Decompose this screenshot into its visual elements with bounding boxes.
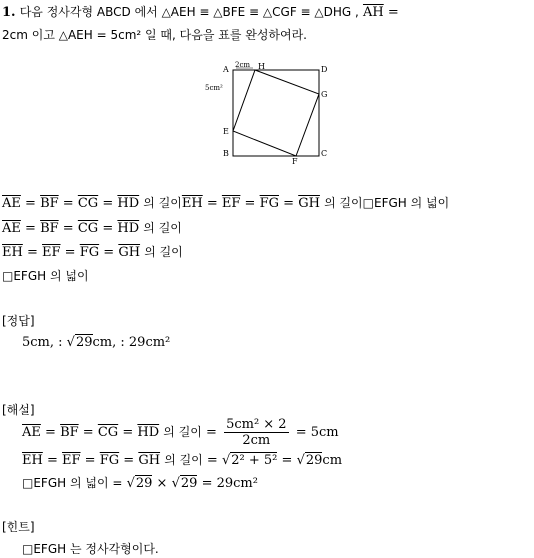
table-row-3 [2, 268, 89, 285]
eq: = [206, 425, 217, 440]
seg-eh: $\overline{EH}$ [22, 453, 43, 468]
len-word: 의 길이 [163, 425, 202, 439]
seg-ae: $\overline{AE}$ [2, 196, 21, 211]
label-g: G [321, 90, 328, 99]
unit: cm [322, 453, 343, 468]
square-abcd [233, 70, 319, 156]
sqrt-radicand: 29 [305, 453, 323, 468]
label-2cm: 2cm [235, 61, 251, 69]
sqrt-symbol: √29 [171, 476, 198, 491]
explanation-heading: [해설] [2, 403, 35, 417]
len-word: 의 길이 [143, 196, 182, 210]
seg-ef: $\overline{EF}$ [42, 245, 61, 260]
seg-hd: $\overline{HD}$ [117, 196, 140, 211]
problem-number: 1. [2, 5, 16, 20]
fraction-numerator: 5cm² × 2 [226, 417, 287, 432]
answer-text-b: cm, : 29cm² [92, 335, 171, 350]
label-h: H [258, 62, 265, 71]
seg-cg: $\overline{CG}$ [97, 425, 119, 440]
problem-text-2: 2cm 이고 △AEH = 5cm² 일 때, 다음을 표를 완성하여라. [2, 28, 308, 42]
row2-tail: 의 길이 [144, 245, 183, 259]
seg-gh: $\overline{GH}$ [138, 453, 161, 468]
eq: = [62, 196, 74, 211]
eq: = [45, 425, 56, 440]
seg-hd: $\overline{HD}$ [137, 425, 160, 440]
label-d: D [321, 65, 328, 74]
len-word: 의 길이 [164, 453, 203, 467]
explanation-line-2 [22, 452, 342, 469]
eq: = [25, 196, 36, 211]
fraction [224, 417, 289, 448]
problem-text: 다음 정사각형 ABCD 에서 △AEH ≡ △BFE ≡ △CGF ≡ △DHG , [19, 5, 359, 19]
square-figure [200, 58, 340, 168]
label-e: E [223, 127, 229, 136]
seg-fg: $\overline{FG}$ [79, 245, 100, 260]
seg-bf: $\overline{BF}$ [60, 425, 79, 440]
result-3: = 29cm² [201, 476, 258, 491]
answer-heading: [정답] [2, 314, 35, 328]
eq: = [102, 196, 114, 211]
eq: = [244, 196, 256, 211]
sqrt-radicand: 29 [135, 476, 153, 491]
explanation-line-1 [22, 417, 339, 448]
seg-ae: $\overline{AE}$ [2, 221, 21, 236]
seg-ef: $\overline{EF}$ [62, 453, 81, 468]
label-f: F [292, 157, 298, 166]
seg-hd: $\overline{HD}$ [117, 221, 140, 236]
seg-ae: $\overline{AE}$ [22, 425, 41, 440]
eq: = [82, 425, 94, 440]
eq: = [25, 221, 36, 236]
table-row-1 [2, 220, 182, 237]
sqrt-symbol: √29 [66, 335, 93, 350]
hint-heading: [힌트] [2, 520, 35, 534]
seg-bf: $\overline{BF}$ [40, 196, 59, 211]
fraction-denominator: 2cm [242, 433, 271, 448]
eq: = [206, 453, 218, 468]
row1-tail: 의 길이 [143, 221, 182, 235]
square-efgh [233, 70, 319, 156]
seg-fg: $\overline{FG}$ [99, 453, 120, 468]
sqrt-radicand: 2² + 5² [231, 453, 278, 468]
square-label: □EFGH 의 넓이 [2, 269, 89, 283]
result-1: = 5cm [295, 425, 339, 440]
seg-cg: $\overline{CG}$ [77, 221, 99, 236]
eq: = [103, 245, 115, 260]
seg-bf: $\overline{BF}$ [40, 221, 59, 236]
eq: = [102, 221, 114, 236]
explanation-line-3 [22, 475, 258, 492]
seg-gh: $\overline{GH}$ [118, 245, 141, 260]
eq: = [84, 453, 96, 468]
sqrt-symbol: √29 [126, 476, 153, 491]
eq: = [62, 221, 74, 236]
label-b: B [223, 149, 229, 158]
seg-ef: $\overline{EF}$ [221, 196, 241, 211]
seg-cg: $\overline{CG}$ [77, 196, 99, 211]
times-sign: × [156, 476, 168, 491]
sqrt-radicand: 29 [75, 335, 93, 350]
hint-text: □EFGH 는 정사각형이다. [22, 542, 159, 556]
area-label: □EFGH 의 넓이 = [22, 476, 123, 490]
eq: = [46, 453, 58, 468]
table-row-combined [2, 195, 449, 212]
eq: = [206, 196, 218, 211]
square-label: □EFGH 의 넓이 [362, 196, 450, 210]
eq: = [26, 245, 38, 260]
equals-sign: = [387, 5, 399, 20]
len-word: 의 길이 [324, 196, 363, 210]
label-c: C [321, 149, 328, 158]
eq: = [123, 453, 135, 468]
problem-line-1 [2, 4, 399, 21]
seg-gh: $\overline{GH}$ [298, 196, 320, 211]
answer-text-a: 5cm, : [22, 335, 63, 350]
eq: = [283, 196, 295, 211]
table-row-2 [2, 244, 183, 261]
label-a: A [223, 65, 229, 74]
seg-fg: $\overline{FG}$ [259, 196, 279, 211]
eq: = [281, 453, 293, 468]
sqrt-symbol: √2² + 5² [221, 453, 278, 468]
seg-eh: $\overline{EH}$ [2, 245, 23, 260]
seg-eh: $\overline{EH}$ [181, 196, 203, 211]
sqrt-radicand: 29 [180, 476, 198, 491]
eq: = [64, 245, 76, 260]
eq: = [122, 425, 134, 440]
label-5cm2: 5cm² [205, 84, 223, 92]
segment-ah: $\overline{AH}$ [362, 5, 384, 20]
sqrt-symbol: √29 [296, 453, 323, 468]
problem-line-2 [2, 27, 307, 44]
answer-line [22, 335, 170, 351]
